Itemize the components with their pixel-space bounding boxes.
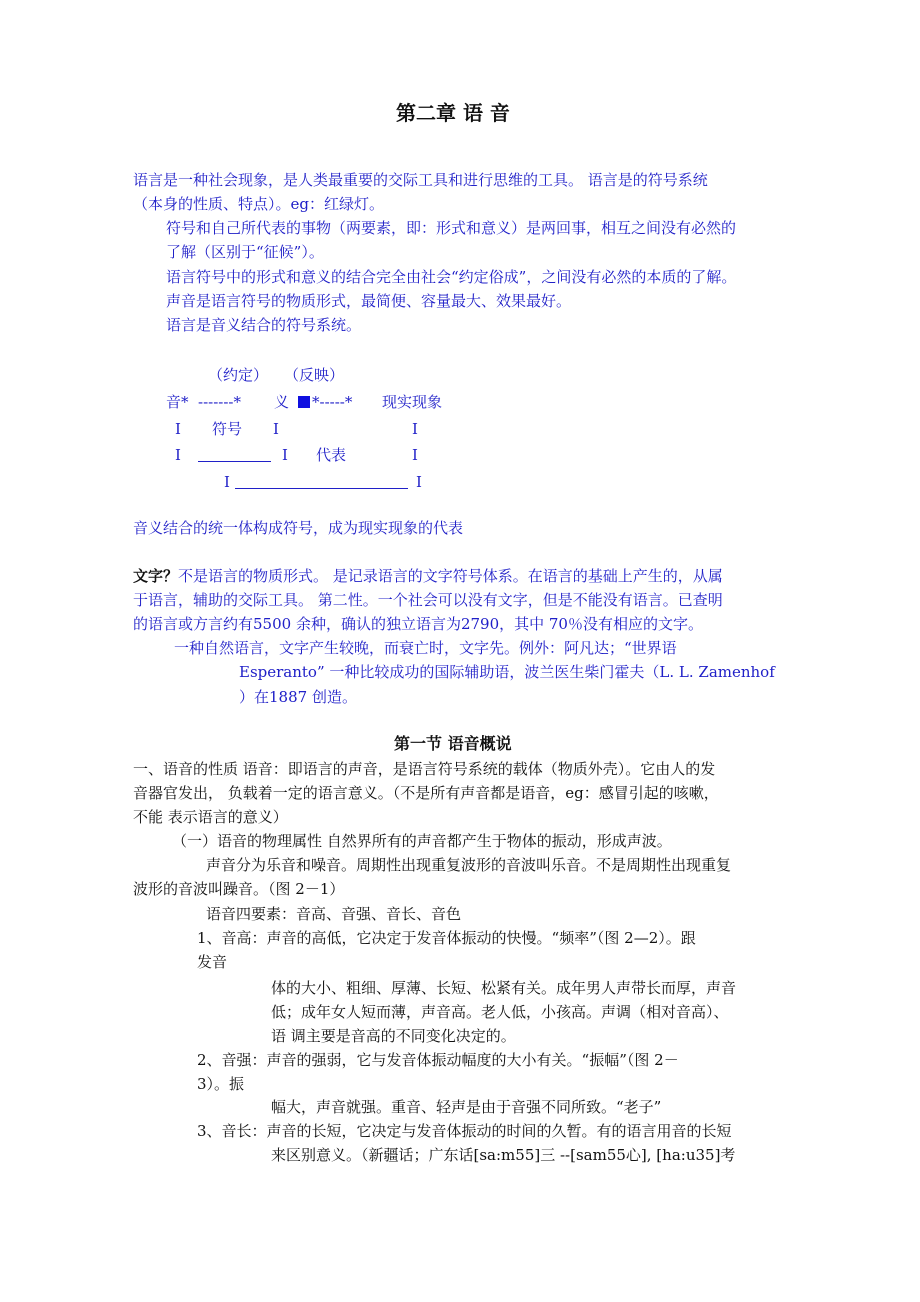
paragraph-line: 音器官发出， 负载着一定的语言意义。（不是所有声音都是语音，eg：感冒引起的咳嗽， xyxy=(133,784,719,802)
square-icon xyxy=(298,393,310,411)
paragraph-line: 语言是音义结合的符号系统。 xyxy=(166,316,362,334)
chapter-title: 第二章 语 音 xyxy=(396,101,510,125)
arrow-dash: *-----* xyxy=(312,393,353,411)
paragraph-line: 了解（区别于“征候”）。 xyxy=(166,243,324,261)
paragraph-line: 语言是一种社会现象，是人类最重要的交际工具和进行思维的工具。 语言是的符号系统 xyxy=(133,171,708,189)
label-yueding: （约定） xyxy=(208,366,269,384)
paragraph-line: Esperanto” 一种比较成功的国际辅助语，波兰医生柴门霍夫（L. L. Zamenhof xyxy=(239,663,775,681)
paragraph-line: ）在1887 创造。 xyxy=(239,688,357,706)
label-fanying: （反映） xyxy=(284,366,345,384)
underline xyxy=(198,461,271,462)
paragraph-line: 来区别意义。（新疆话；广东话[sa:m55]三 --[sam55心], [ha:u35]考 xyxy=(271,1146,736,1164)
paragraph-line: 幅大，声音就强。重音、轻声是由于音强不同所致。“老子” xyxy=(271,1098,662,1116)
bar: I xyxy=(412,420,418,438)
underline xyxy=(235,488,408,489)
paragraph-line: 语音四要素：音高、音强、音长、音色 xyxy=(206,905,462,923)
text: 不是语言的物质形式。 是记录语言的文字符号体系。在语言的基础上产生的，从属 xyxy=(178,567,723,585)
paragraph-line: 一、语音的性质 语音：即语言的声音，是语言符号系统的载体（物质外壳）。它由人的发 xyxy=(133,760,716,778)
paragraph-line: 体的大小、粗细、厚薄、长短、松紧有关。成年男人声带长而厚，声音 xyxy=(271,979,737,997)
bar: I xyxy=(175,446,181,464)
paragraph-line: 发音 xyxy=(197,953,228,971)
paragraph-line: 不能 表示语言的意义） xyxy=(133,808,288,826)
paragraph-line: 3、音长：声音的长短，它决定与发音体振动的时间的久暂。有的语言用音的长短 xyxy=(197,1122,732,1140)
paragraph-line: 声音是语言符号的物质形式，最简便、容量最大、效果最好。 xyxy=(166,292,572,310)
paragraph-line: 于语言，辅助的交际工具。 第二性。一个社会可以没有文字，但是不能没有语言。已查明 xyxy=(133,591,723,609)
bar: I xyxy=(412,446,418,464)
paragraph-line: 波形的音波叫躁音。（图 2－1） xyxy=(133,880,345,898)
bar: I xyxy=(416,473,422,491)
paragraph-line xyxy=(133,567,723,585)
paragraph-line: 一种自然语言，文字产生较晚，而衰亡时，文字先。例外：阿凡达；“世界语 xyxy=(174,639,677,657)
node-yi: 义 xyxy=(274,393,290,411)
summary: 音义结合的统一体构成符号，成为现实现象的代表 xyxy=(133,519,464,537)
paragraph-line: 的语言或方言约有5500 余种，确认的独立语言为2790，其中 70％没有相应的文字。 xyxy=(133,615,703,633)
paragraph-line: 3）。振 xyxy=(197,1075,245,1093)
paragraph-line: （一）语音的物理属性 自然界所有的声音都产生于物体的振动，形成声波。 xyxy=(172,832,672,850)
wenzi-label: 文字？ xyxy=(133,567,179,585)
bar: I xyxy=(224,473,230,491)
section-title: 第一节 语音概说 xyxy=(394,734,512,753)
bar: I xyxy=(273,420,279,438)
paragraph-line: 语 调主要是音高的不同变化决定的。 xyxy=(271,1027,516,1045)
paragraph-line: 2、音强：声音的强弱，它与发音体振动幅度的大小有关。“振幅”（图 2－ xyxy=(197,1051,679,1069)
arrow-dash: -------* xyxy=(198,393,241,411)
label-fuhao: 符号 xyxy=(212,420,243,438)
paragraph-line: 语言符号中的形式和意义的结合完全由社会“约定俗成”，之间没有必然的本质的了解。 xyxy=(166,268,737,286)
bar: I xyxy=(282,446,288,464)
label-daibiao: 代表 xyxy=(316,446,347,464)
node-xianshi: 现实现象 xyxy=(382,393,443,411)
paragraph-line: 1、音高：声音的高低，它决定于发音体振动的快慢。“频率”（图 2—2）。跟 xyxy=(197,929,696,947)
paragraph-line: 符号和自己所代表的事物（两要素，即：形式和意义）是两回事，相互之间没有必然的 xyxy=(166,219,737,237)
paragraph-line: 低；成年女人短而薄，声音高。老人低，小孩高。声调（相对音高）、 xyxy=(271,1003,729,1021)
paragraph-line: （本身的性质、特点）。eg：红绿灯。 xyxy=(133,195,384,213)
bar: I xyxy=(175,420,181,438)
paragraph-line: 声音分为乐音和噪音。周期性出现重复波形的音波叫乐音。不是周期性出现重复 xyxy=(206,856,732,874)
node-yin: 音* xyxy=(166,393,189,411)
